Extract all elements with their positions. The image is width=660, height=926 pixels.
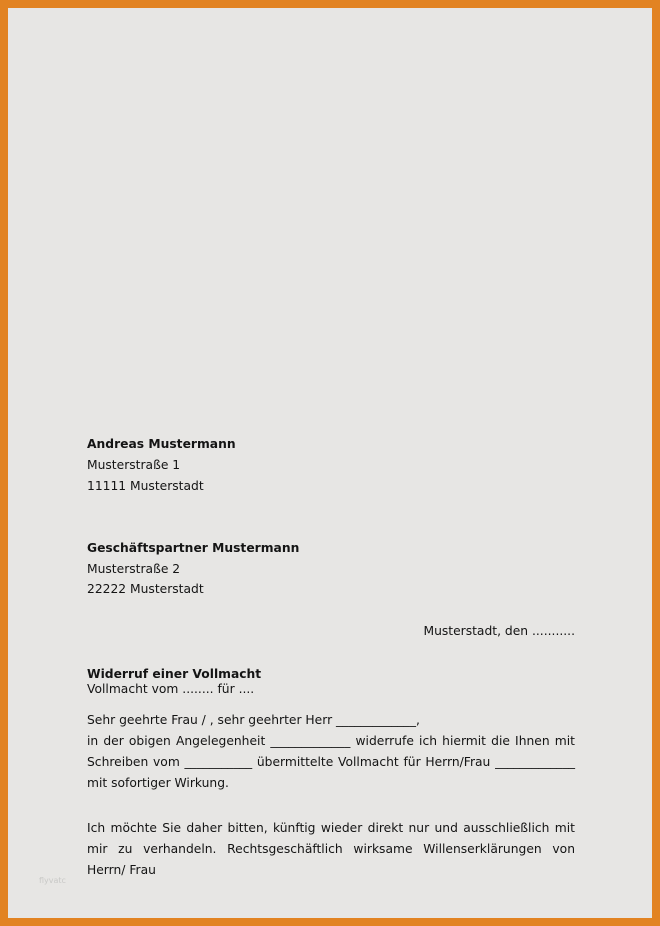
recipient-name: Geschäftspartner Mustermann <box>87 541 300 555</box>
recipient-street: Musterstraße 2 <box>87 562 181 576</box>
body-paragraph-1: in der obigen Angelegenheit _____________ widerrufe ich hiermit die Ihnen mit Schreiben vom ___________ übermittelte Vollmacht für Herrn/Frau _____________ mit sofortiger Wirkung. <box>87 734 575 790</box>
subject-title: Widerruf einer Vollmacht <box>87 667 262 681</box>
subject-subtitle: Vollmacht vom ........ für .... <box>87 682 255 696</box>
body-paragraph-2: Ich möchte Sie daher bitten, künftig wieder direkt nur und ausschließlich mit mir zu verhandeln. Rechtsgeschäftlich wirksame Willenserklärungen von Herrn/ Frau <box>87 821 575 877</box>
salutation: Sehr geehrte Frau / , sehr geehrter Herr _____________, <box>87 713 420 727</box>
date-line: Musterstadt, den ........... <box>423 624 575 638</box>
sender-name: Andreas Mustermann <box>87 437 236 451</box>
sender-street: Musterstraße 1 <box>87 458 181 472</box>
recipient-city: 22222 Musterstadt <box>87 582 204 596</box>
watermark: flyvatc <box>39 876 66 885</box>
document-page <box>8 8 652 918</box>
sender-city: 11111 Musterstadt <box>87 479 204 493</box>
